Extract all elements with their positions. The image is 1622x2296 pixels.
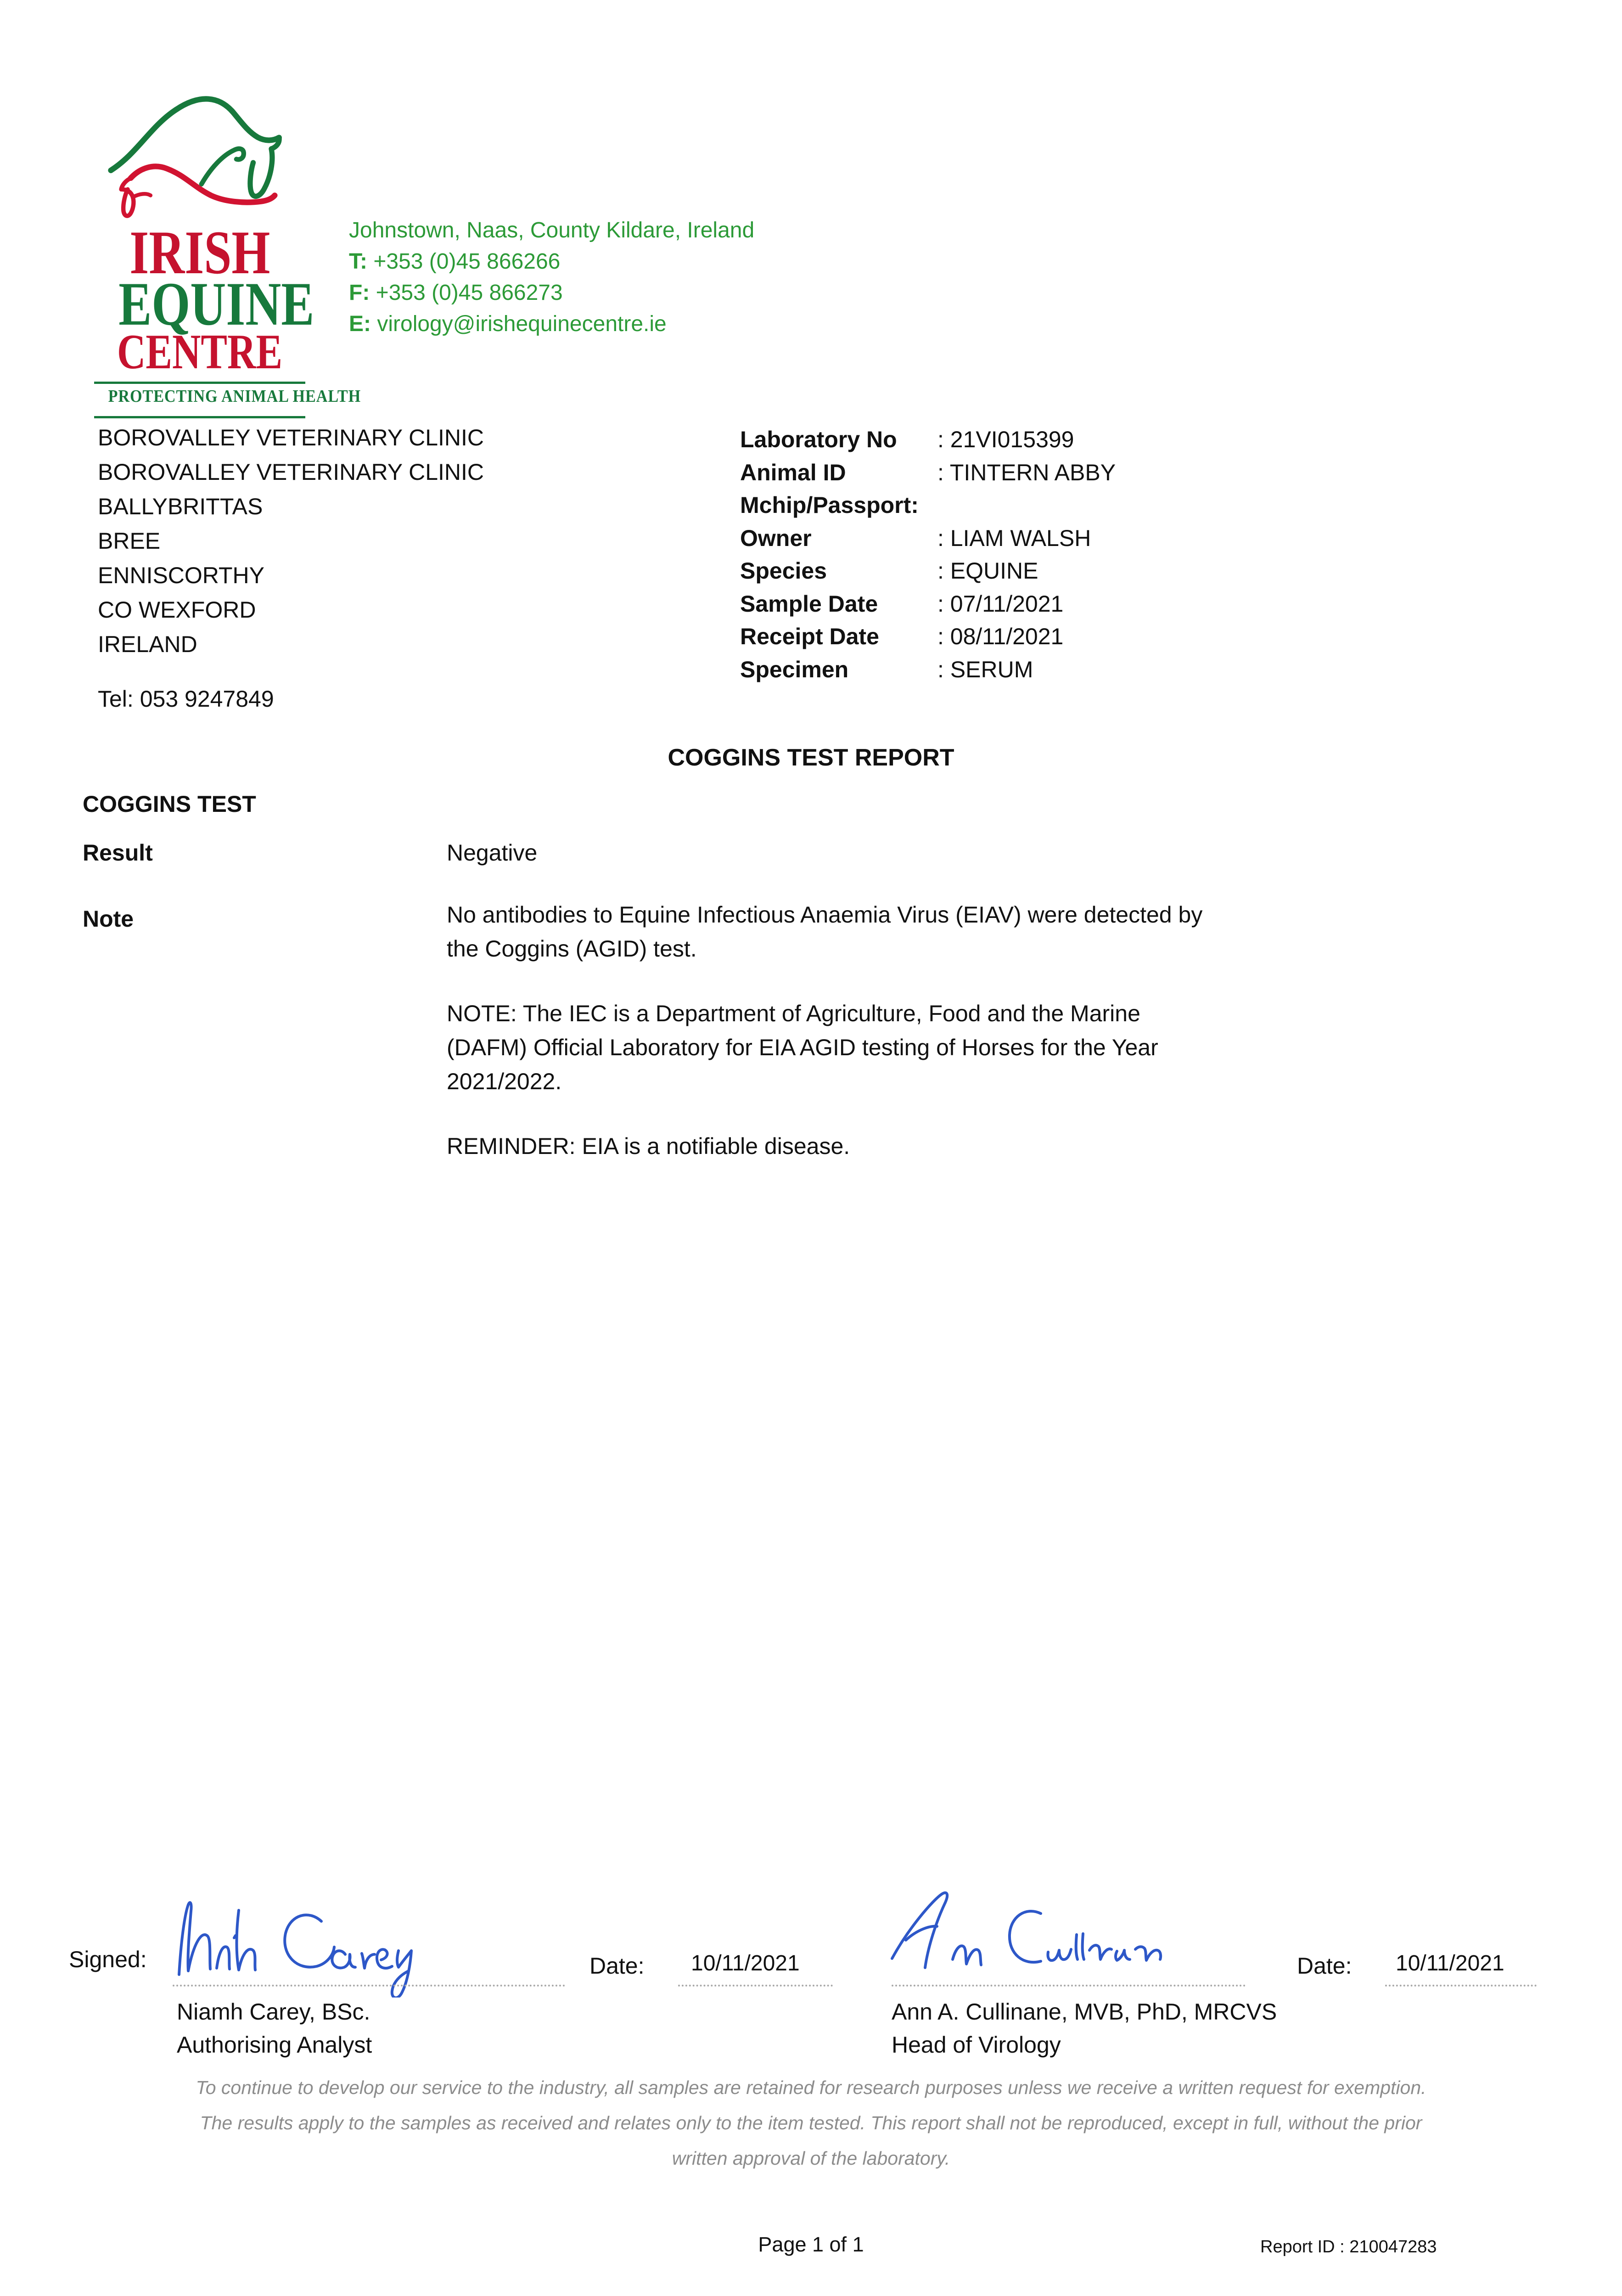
note-text bbox=[447, 898, 1347, 1194]
date-line-right bbox=[1385, 1985, 1537, 1986]
logo-divider-bottom bbox=[94, 416, 305, 418]
date-label-left: Date: bbox=[589, 1953, 645, 1979]
recipient-address-line: IRELAND bbox=[98, 631, 197, 657]
sample-info-value: : SERUM bbox=[937, 656, 1033, 682]
sample-info-value: : LIAM WALSH bbox=[937, 525, 1091, 551]
sample-info-block bbox=[740, 423, 1116, 686]
result-label: Result bbox=[83, 840, 153, 866]
recipient-address-line: BREE bbox=[98, 528, 161, 554]
report-id: Report ID : 210047283 bbox=[1260, 2237, 1437, 2257]
fax-value: +353 (0)45 866273 bbox=[376, 281, 563, 305]
sample-info-label: Sample Date bbox=[740, 591, 878, 617]
sample-info-label: Owner bbox=[740, 525, 812, 551]
note-line: the Coggins (AGID) test. bbox=[447, 936, 697, 962]
disclaimer-line: To continue to develop our service to the industry, all samples are retained for research purposes unless we receive a written request for exemption. bbox=[196, 2077, 1426, 2098]
analyst-title: Authorising Analyst bbox=[177, 2032, 372, 2058]
sample-info-value: : TINTERN ABBY bbox=[937, 459, 1116, 485]
recipient-address-line: BALLYBRITTAS bbox=[98, 494, 263, 519]
horse-logo-icon bbox=[101, 85, 298, 227]
signature-line-right bbox=[892, 1985, 1246, 1986]
note-label: Note bbox=[83, 906, 134, 932]
note-line: NOTE: The IEC is a Department of Agriculture, Food and the Marine bbox=[447, 1001, 1140, 1026]
note-line: (DAFM) Official Laboratory for EIA AGID testing of Horses for the Year bbox=[447, 1035, 1158, 1060]
sample-info-row bbox=[740, 522, 1116, 555]
logo-tagline: PROTECTING ANIMAL HEALTH bbox=[108, 387, 361, 406]
sample-info-row bbox=[740, 489, 1116, 522]
sample-info-value: : EQUINE bbox=[937, 558, 1038, 584]
sample-info-label: Species bbox=[740, 558, 827, 584]
recipient-address-line: CO WEXFORD bbox=[98, 597, 256, 623]
note-paragraph bbox=[447, 1129, 1347, 1163]
sample-info-label: Specimen bbox=[740, 656, 849, 682]
lab-fax-line bbox=[349, 277, 754, 309]
ann-cullinane-signature bbox=[879, 1880, 1201, 1984]
note-line: 2021/2022. bbox=[447, 1069, 562, 1094]
email-value: virology@irishequinecentre.ie bbox=[377, 312, 667, 336]
report-title: COGGINS TEST REPORT bbox=[668, 744, 954, 771]
note-line: No antibodies to Equine Infectious Anaemia Virus (EIAV) were detected by bbox=[447, 902, 1203, 928]
recipient-address-block bbox=[98, 421, 484, 662]
note-line: REMINDER: EIA is a notifiable disease. bbox=[447, 1133, 850, 1159]
sample-info-row bbox=[740, 423, 1116, 456]
disclaimer-line: The results apply to the samples as received and relates only to the item tested. This report shall not be reproduced, except in full, without the prior bbox=[200, 2112, 1422, 2133]
recipient-address-line: ENNISCORTHY bbox=[98, 563, 265, 588]
sample-info-row bbox=[740, 588, 1116, 621]
result-value: Negative bbox=[447, 840, 538, 866]
logo-word-centre: CENTRE bbox=[117, 325, 283, 379]
sample-info-value: : 21VI015399 bbox=[937, 427, 1074, 452]
logo-word-irish: IRISH bbox=[129, 219, 270, 287]
phone-label: T: bbox=[349, 249, 367, 274]
lab-phone-line bbox=[349, 246, 754, 277]
disclaimer-line: written approval of the laboratory. bbox=[672, 2148, 950, 2169]
sample-info-row bbox=[740, 456, 1116, 490]
sample-info-value: : 07/11/2021 bbox=[937, 591, 1064, 617]
coggins-test-section-heading: COGGINS TEST bbox=[83, 791, 256, 817]
sample-info-label: Laboratory No bbox=[740, 427, 897, 452]
date-value-left: 10/11/2021 bbox=[691, 1951, 800, 1975]
irish-equine-centre-logo bbox=[94, 85, 361, 418]
lab-email-line bbox=[349, 309, 754, 340]
note-paragraph bbox=[447, 898, 1347, 966]
lab-contact-block bbox=[349, 215, 754, 340]
recipient-address-line: BOROVALLEY VETERINARY CLINIC bbox=[98, 425, 484, 450]
recipient-telephone: Tel: 053 9247849 bbox=[98, 686, 274, 712]
date-label-right: Date: bbox=[1297, 1953, 1352, 1979]
date-line-left bbox=[678, 1985, 833, 1986]
date-value-right: 10/11/2021 bbox=[1396, 1951, 1504, 1975]
email-label: E: bbox=[349, 312, 371, 336]
analyst-name: Niamh Carey, BSc. bbox=[177, 1999, 370, 2025]
head-of-virology-name: Ann A. Cullinane, MVB, PhD, MRCVS bbox=[892, 1999, 1277, 2025]
sample-info-label: Animal ID bbox=[740, 459, 846, 485]
disclaimer-text bbox=[0, 2070, 1622, 2176]
sample-info-label: Receipt Date bbox=[740, 624, 879, 649]
niamh-carey-signature bbox=[165, 1883, 496, 1998]
signature-line-left bbox=[173, 1985, 565, 1986]
note-paragraph bbox=[447, 996, 1347, 1098]
sample-info-value: : 08/11/2021 bbox=[937, 624, 1064, 649]
signed-label: Signed: bbox=[69, 1947, 147, 1972]
phone-value: +353 (0)45 866266 bbox=[373, 249, 561, 274]
fax-label: F: bbox=[349, 281, 370, 305]
page-number: Page 1 of 1 bbox=[758, 2233, 864, 2256]
logo-word-equine: EQUINE bbox=[118, 270, 314, 338]
sample-info-row bbox=[740, 653, 1116, 687]
recipient-address-line: BOROVALLEY VETERINARY CLINIC bbox=[98, 459, 484, 485]
sample-info-row bbox=[740, 620, 1116, 653]
sample-info-label: Mchip/Passport: bbox=[740, 492, 919, 518]
head-of-virology-title: Head of Virology bbox=[892, 2032, 1061, 2058]
sample-info-row bbox=[740, 555, 1116, 588]
lab-address-line: Johnstown, Naas, County Kildare, Ireland bbox=[349, 218, 755, 242]
